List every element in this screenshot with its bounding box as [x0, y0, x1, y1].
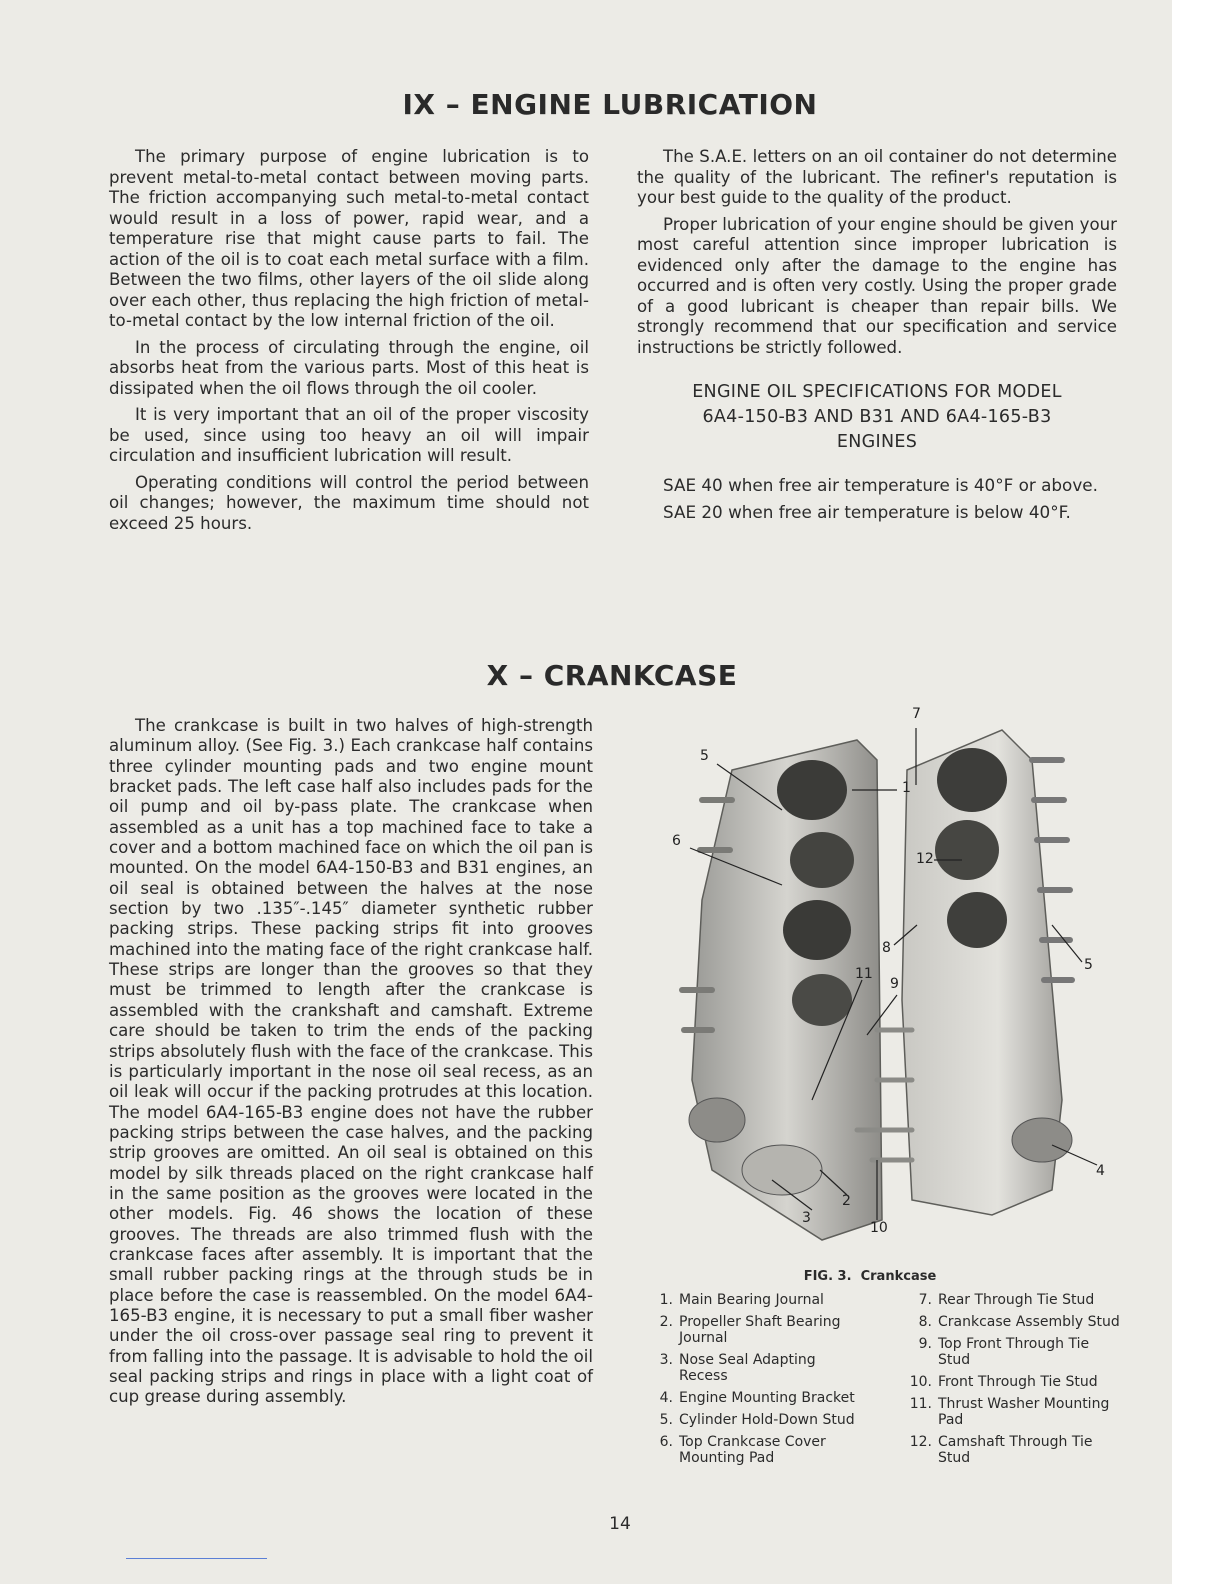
callout-label: 6 — [672, 833, 681, 849]
figure-legend-right — [906, 1292, 1121, 1472]
callout-label: 7 — [912, 706, 921, 722]
legend-item — [906, 1434, 1121, 1466]
oil-spec-line: SAE 40 when free air temperature is 40°F or above. — [663, 475, 1098, 495]
callout-label: 2 — [842, 1193, 851, 1209]
callout-label: 10 — [870, 1220, 888, 1236]
lubrication-left-column — [109, 147, 589, 540]
callout-label: 5 — [700, 748, 709, 764]
callout-label: 9 — [890, 976, 899, 992]
callout-label: 12 — [916, 851, 934, 867]
legend-num: 5. — [659, 1412, 673, 1428]
paragraph: The primary purpose of engine lubrication is to prevent metal-to-metal contact between moving parts. The friction accompanying such metal-to-metal contact would result in a loss of power, rapid wear, and a temperature rise that might cause parts to fail. The action of the oil is to coat each metal surface with a film. Between the two films, other layers of the oil slide along over each other, thus replacing the high friction of metal-to-metal contact by the low internal friction of the oil. — [109, 147, 589, 330]
paragraph: The crankcase is built in two halves of high-strength aluminum alloy. (See Fig. 3.) Each crankcase half contains three cylinder mounting pads and two engine mount bracket pads. The left case half also includes pads for the oil pump and oil by-pass plate. The crankcase when assembled as a unit has a top machined face to take a cover and a bottom machined face on which the oil pan is mounted. On the model 6A4-150-B3 and B31 engines, an oil seal is obtained between the halves at the nose section by two .135″-.145″ diameter synthetic rubber packing strips. These packing strips fit into grooves machined into the mating face of the right crankcase half. These strips are longer than the grooves so that they must be trimmed to length after the crankcase is assembled with the crankshaft and camshaft. Extreme care should be taken to trim the ends of the packing strips absolutely flush with the face of the crankcase. This is particularly important in the nose oil seal recess, as an oil leak will occur if the packing protrudes at this location. The model 6A4-165-B3 engine does not have the rubber packing strips between the case halves, and the packing strip grooves are omitted. An oil seal is obtained on this model by silk threads placed on the right crankcase half in the same position as the grooves were located in the other models. Fig. 46 shows the location of these grooves. The threads are also trimmed flush with the crankcase faces after assembly. It is important that the small rubber packing rings at the through studs be in place before the case is reassembled. On the model 6A4-165-B3 engine, it is necessary to put a small fiber washer under the oil cross-over passage seal ring to prevent it from falling into the passage. It is advisable to hold the oil seal packing strips and rings in place with a light coat of cup grease during assembly. — [109, 716, 593, 1407]
oil-spec-heading-line: ENGINES — [836, 432, 918, 452]
legend-label: Cylinder Hold-Down Stud — [679, 1412, 855, 1428]
legend-num: 12. — [909, 1434, 932, 1450]
figure-title: Crankcase — [860, 1269, 937, 1284]
legend-num: 10. — [909, 1374, 932, 1390]
legend-num: 3. — [659, 1352, 673, 1368]
legend-label: Main Bearing Journal — [679, 1292, 824, 1308]
callout-label: 11 — [855, 966, 873, 982]
legend-item — [647, 1352, 862, 1384]
figure-number: FIG. 3. — [803, 1269, 852, 1284]
page-number: 14 — [609, 1514, 631, 1534]
section-title-engine-lubrication: IX – ENGINE LUBRICATION — [402, 88, 818, 121]
figure-caption — [620, 1269, 1120, 1284]
figure-legend-left — [647, 1292, 862, 1472]
legend-num: 1. — [659, 1292, 673, 1308]
legend-label: Crankcase Assembly Stud — [938, 1314, 1120, 1330]
legend-num: 8. — [918, 1314, 932, 1330]
legend-num: 4. — [659, 1390, 673, 1406]
legend-item — [647, 1434, 862, 1466]
legend-item — [906, 1374, 1121, 1390]
legend-label: Nose Seal Adapting Recess — [679, 1352, 816, 1384]
oil-spec-list — [637, 475, 1117, 522]
paragraph: Proper lubrication of your engine should be given your most careful attention since improper lubrication is evidenced only after the damage to the engine has occurred and is often very costly. Using the proper grade of a good lubricant is cheaper than repair bills. We strongly recommend that our specification and service instructions be strictly followed. — [637, 214, 1117, 357]
section-title-crankcase: X – CRANKCASE — [486, 659, 738, 692]
crankcase-body — [109, 716, 593, 1408]
legend-num: 9. — [918, 1336, 932, 1352]
paragraph: It is very important that an oil of the proper viscosity be used, since using too heavy an oil will impair circulation and insufficient lubrication will result. — [109, 405, 589, 465]
legend-item — [647, 1314, 862, 1346]
legend-item — [906, 1292, 1121, 1308]
callout-label: 4 — [1096, 1163, 1105, 1179]
legend-num: 6. — [659, 1434, 673, 1450]
paragraph: Operating conditions will control the period between oil changes; however, the maximum time should not exceed 25 hours. — [109, 472, 589, 533]
paragraph: The S.A.E. letters on an oil container do not determine the quality of the lubricant. The refiner's reputation is your best guide to the quality of the product. — [637, 147, 1117, 207]
callout-label: 1 — [902, 780, 911, 796]
legend-num: 2. — [659, 1314, 673, 1330]
legend-label: Camshaft Through Tie Stud — [938, 1434, 1093, 1466]
legend-item — [647, 1412, 862, 1428]
legend-item — [906, 1336, 1121, 1368]
callout-label: 5 — [1084, 957, 1093, 973]
legend-label: Front Through Tie Stud — [938, 1374, 1098, 1390]
oil-spec-heading-line: 6A4-150-B3 AND B31 AND 6A4-165-B3 — [702, 407, 1052, 427]
paragraph: In the process of circulating through the engine, oil absorbs heat from the various parts. Most of this heat is dissipated when the oil flows through the oil cooler. — [109, 337, 589, 398]
oil-spec-heading — [637, 380, 1117, 455]
callout-label: 8 — [882, 940, 891, 956]
legend-item — [647, 1292, 862, 1308]
legend-item — [647, 1390, 862, 1406]
legend-label: Top Front Through Tie Stud — [938, 1336, 1090, 1368]
oil-spec-line: SAE 20 when free air temperature is below 40°F. — [663, 501, 1071, 522]
lubrication-right-column — [637, 147, 1117, 528]
oil-spec-heading-line: ENGINE OIL SPECIFICATIONS FOR MODEL — [692, 382, 1062, 402]
scan-margin — [1172, 0, 1224, 1584]
legend-item — [906, 1396, 1121, 1428]
crankcase-figure — [672, 700, 1122, 1260]
selection-underline — [126, 1558, 267, 1559]
legend-label: Rear Through Tie Stud — [938, 1292, 1095, 1308]
callout-label: 3 — [802, 1210, 811, 1226]
legend-label: Thrust Washer Mounting Pad — [938, 1396, 1110, 1428]
legend-label: Top Crankcase Cover Mounting Pad — [679, 1434, 826, 1466]
legend-num: 11. — [909, 1396, 932, 1412]
legend-item — [906, 1314, 1121, 1330]
legend-label: Engine Mounting Bracket — [679, 1390, 855, 1406]
legend-label: Propeller Shaft Bearing Journal — [679, 1314, 841, 1346]
legend-num: 7. — [918, 1292, 932, 1308]
